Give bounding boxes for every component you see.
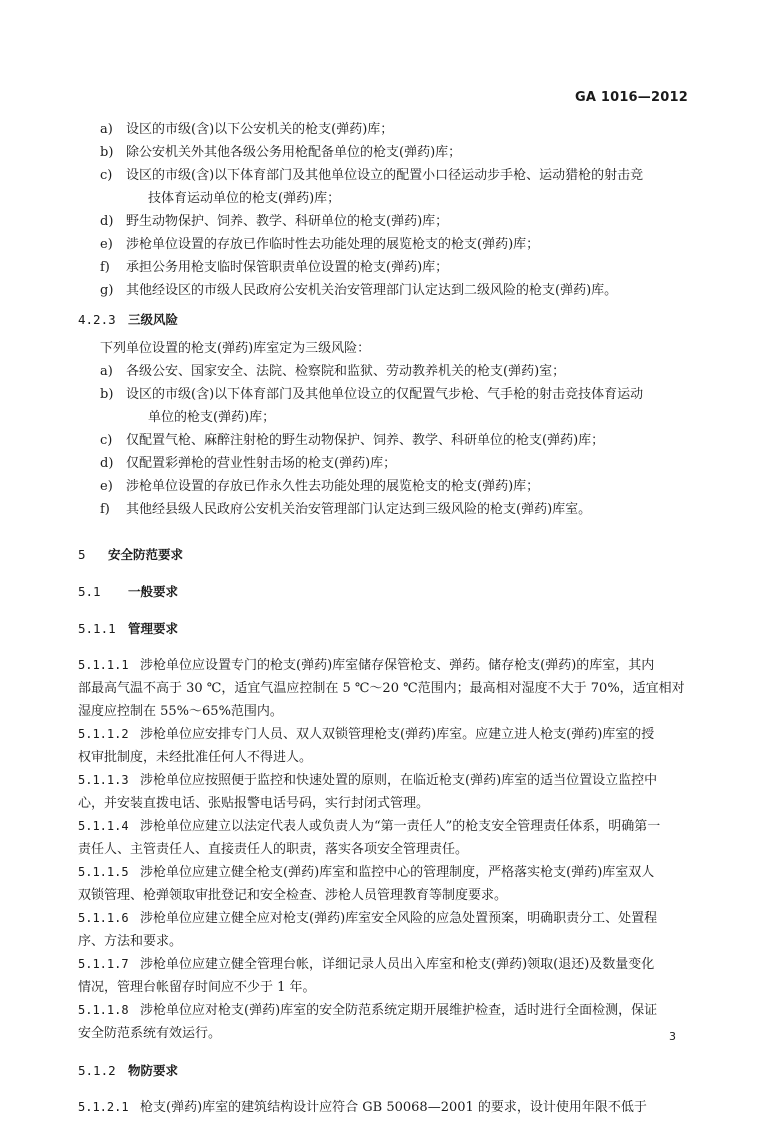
clause-5-1-1-8 bbox=[78, 999, 690, 1045]
clause-text-continued: 责任人、主管责任人、直接责任人的职责，落实各项安全管理责任。 bbox=[78, 842, 469, 857]
clause-text: 涉枪单位应对枪支(弹药)库室的安全防范系统定期开展维护检查，适时进行全面检测，保证 bbox=[140, 1003, 658, 1018]
section-title: 管理要求 bbox=[128, 621, 179, 636]
list-item bbox=[78, 383, 690, 429]
clause-text-continued: 权审批制度，未经批准任何人不得进人。 bbox=[78, 750, 313, 765]
clause-number: 5.1.1.8 bbox=[78, 1003, 129, 1017]
list-text: 设区的市级(含)以下公安机关的枪支(弹药)库； bbox=[126, 122, 394, 137]
list-item bbox=[78, 164, 690, 210]
clause-5-1-1-1 bbox=[78, 654, 690, 723]
clause-text-continued: 序、方法和要求。 bbox=[78, 934, 183, 949]
section-title: 一般要求 bbox=[128, 584, 179, 599]
clause-text: 涉枪单位应建立健全应对枪支(弹药)库室安全风险的应急处置预案，明确职责分工、处置程 bbox=[140, 911, 658, 926]
clause-number: 5.1.1.3 bbox=[78, 773, 129, 787]
list-marker: b) bbox=[100, 145, 114, 160]
section-heading-5-1-2 bbox=[78, 1059, 690, 1082]
clause-number: 5.1.1.4 bbox=[78, 819, 129, 833]
list-marker: b) bbox=[100, 387, 114, 402]
clause-text: 涉枪单位应按照便于监控和快速处置的原则，在临近枪支(弹药)库室的适当位置设立监控中 bbox=[140, 773, 658, 788]
clause-5-1-1-5 bbox=[78, 861, 690, 907]
list-text: 除公安机关外其他各级公务用枪配备单位的枪支(弹药)库； bbox=[126, 145, 462, 160]
list-marker: f) bbox=[100, 502, 110, 517]
list-text: 涉枪单位设置的存放已作永久性去功能处理的展览枪支的枪支(弹药)库； bbox=[126, 479, 540, 494]
list-text: 仅配置气枪、麻醉注射枪的野生动物保护、饲养、教学、科研单位的枪支(弹药)库； bbox=[126, 433, 605, 448]
list-text-continued: 单位的枪支(弹药)库； bbox=[148, 410, 276, 425]
list-item bbox=[78, 475, 690, 498]
clause-number: 5.1.1.5 bbox=[78, 865, 129, 879]
list-text: 其他经县级人民政府公安机关治安管理部门认定达到三级风险的枪支(弹药)库室。 bbox=[126, 502, 592, 517]
list-text: 其他经设区的市级人民政府公安机关治安管理部门认定达到二级风险的枪支(弹药)库。 bbox=[126, 283, 618, 298]
standard-code: GA 1016—2012 bbox=[574, 90, 688, 105]
section-number: 4.2.3 bbox=[78, 312, 116, 327]
list-text-continued: 技体育运动单位的枪支(弹药)库； bbox=[148, 191, 341, 206]
section-number: 5.1.1 bbox=[78, 621, 116, 636]
clause-text: 涉枪单位应建立健全枪支(弹药)库室和监控中心的管理制度，严格落实枪支(弹药)库室双人 bbox=[140, 865, 655, 880]
section-title: 安全防范要求 bbox=[108, 547, 184, 562]
clause-text: 涉枪单位应设置专门的枪支(弹药)库室储存保管枪支、弹药。储存枪支(弹药)的库室，其内 bbox=[140, 658, 655, 673]
clause-text-continued: 湿度应控制在 55%～65%范围内。 bbox=[78, 704, 283, 719]
section-number: 5.1 bbox=[78, 584, 101, 599]
clause-number: 5.1.1.7 bbox=[78, 957, 129, 971]
section-heading-4-2-3 bbox=[78, 308, 690, 331]
list-item bbox=[78, 210, 690, 233]
list-item bbox=[78, 141, 690, 164]
list-text: 各级公安、国家安全、法院、检察院和监狱、劳动教养机关的枪支(弹药)室； bbox=[126, 364, 566, 379]
list-text: 仅配置彩弹枪的营业性射击场的枪支(弹药)库； bbox=[126, 456, 397, 471]
section-heading-5-1 bbox=[78, 580, 690, 603]
list-item bbox=[78, 360, 690, 383]
clause-number: 5.1.1.1 bbox=[78, 658, 129, 672]
clause-number: 5.1.2.1 bbox=[78, 1100, 129, 1114]
list-marker: g) bbox=[100, 283, 114, 298]
section-heading-5 bbox=[78, 543, 690, 566]
section-number: 5.1.2 bbox=[78, 1063, 116, 1078]
list-marker: d) bbox=[100, 214, 114, 229]
clause-text: 涉枪单位应安排专门人员、双人双锁管理枪支(弹药)库室。应建立进人枪支(弹药)库室的授 bbox=[140, 727, 655, 742]
clause-5-1-1-2 bbox=[78, 723, 690, 769]
list-item bbox=[78, 233, 690, 256]
clause-text-continued: 安全防范系统有效运行。 bbox=[78, 1026, 222, 1041]
page-number: 3 bbox=[669, 1030, 676, 1043]
list-marker: f) bbox=[100, 260, 110, 275]
clause-number: 5.1.1.6 bbox=[78, 911, 129, 925]
list-item bbox=[78, 498, 690, 521]
list-marker: d) bbox=[100, 456, 114, 471]
list-text: 承担公务用枪支临时保管职责单位设置的枪支(弹药)库； bbox=[126, 260, 449, 275]
clause-text-continued: 情况，管理台帐留存时间应不少于 1 年。 bbox=[78, 980, 316, 995]
list-item bbox=[78, 279, 690, 302]
clause-5-1-1-3 bbox=[78, 769, 690, 815]
clause-text: 涉枪单位应建立以法定代表人或负责人为“第一责任人”的枪支安全管理责任体系，明确第一 bbox=[140, 819, 661, 834]
list-marker: e) bbox=[100, 237, 113, 252]
list-text: 野生动物保护、饲养、教学、科研单位的枪支(弹药)库； bbox=[126, 214, 449, 229]
section-intro: 下列单位设置的枪支(弹药)库室定为三级风险： bbox=[100, 341, 371, 356]
clause-text-continued: 双锁管理、枪弹领取审批登记和安全检查、涉枪人员管理教育等制度要求。 bbox=[78, 888, 508, 903]
section-heading-5-1-1 bbox=[78, 617, 690, 640]
section-number: 5 bbox=[78, 547, 86, 562]
list-item bbox=[78, 256, 690, 279]
list-marker: a) bbox=[100, 364, 113, 379]
clause-text: 枪支(弹药)库室的建筑结构设计应符合 GB 50068—2001 的要求，设计使用年限不低于 bbox=[140, 1100, 647, 1115]
clause-text-continued: 心，并安装直拨电话、张贴报警电话号码，实行封闭式管理。 bbox=[78, 796, 430, 811]
clause-5-1-1-7 bbox=[78, 953, 690, 999]
clause-5-1-2-1 bbox=[78, 1096, 690, 1119]
clause-5-1-1-6 bbox=[78, 907, 690, 953]
list-item bbox=[78, 118, 690, 141]
list-marker: e) bbox=[100, 479, 113, 494]
document-body bbox=[78, 118, 690, 1119]
list-item bbox=[78, 429, 690, 452]
list-marker: c) bbox=[100, 168, 113, 183]
clause-5-1-1-4 bbox=[78, 815, 690, 861]
clause-text-continued: 部最高气温不高于 30 ℃，适宜气温应控制在 5 ℃～20 ℃范围内；最高相对湿度不大于 70%，适宜相对 bbox=[78, 681, 685, 696]
list-marker: c) bbox=[100, 433, 113, 448]
clause-number: 5.1.1.2 bbox=[78, 727, 129, 741]
list-text: 设区的市级(含)以下体育部门及其他单位设立的仅配置气步枪、气手枪的射击竞技体育运动 bbox=[126, 387, 644, 402]
section-title: 三级风险 bbox=[128, 312, 179, 327]
list-text: 设区的市级(含)以下体育部门及其他单位设立的配置小口径运动步手枪、运动猎枪的射击竞 bbox=[126, 168, 644, 183]
list-item bbox=[78, 452, 690, 475]
section-title: 物防要求 bbox=[128, 1063, 179, 1078]
list-marker: a) bbox=[100, 122, 113, 137]
clause-text: 涉枪单位应建立健全管理台帐，详细记录人员出入库室和枪支(弹药)领取(退还)及数量变化 bbox=[140, 957, 655, 972]
list-text: 涉枪单位设置的存放已作临时性去功能处理的展览枪支的枪支(弹药)库； bbox=[126, 237, 540, 252]
